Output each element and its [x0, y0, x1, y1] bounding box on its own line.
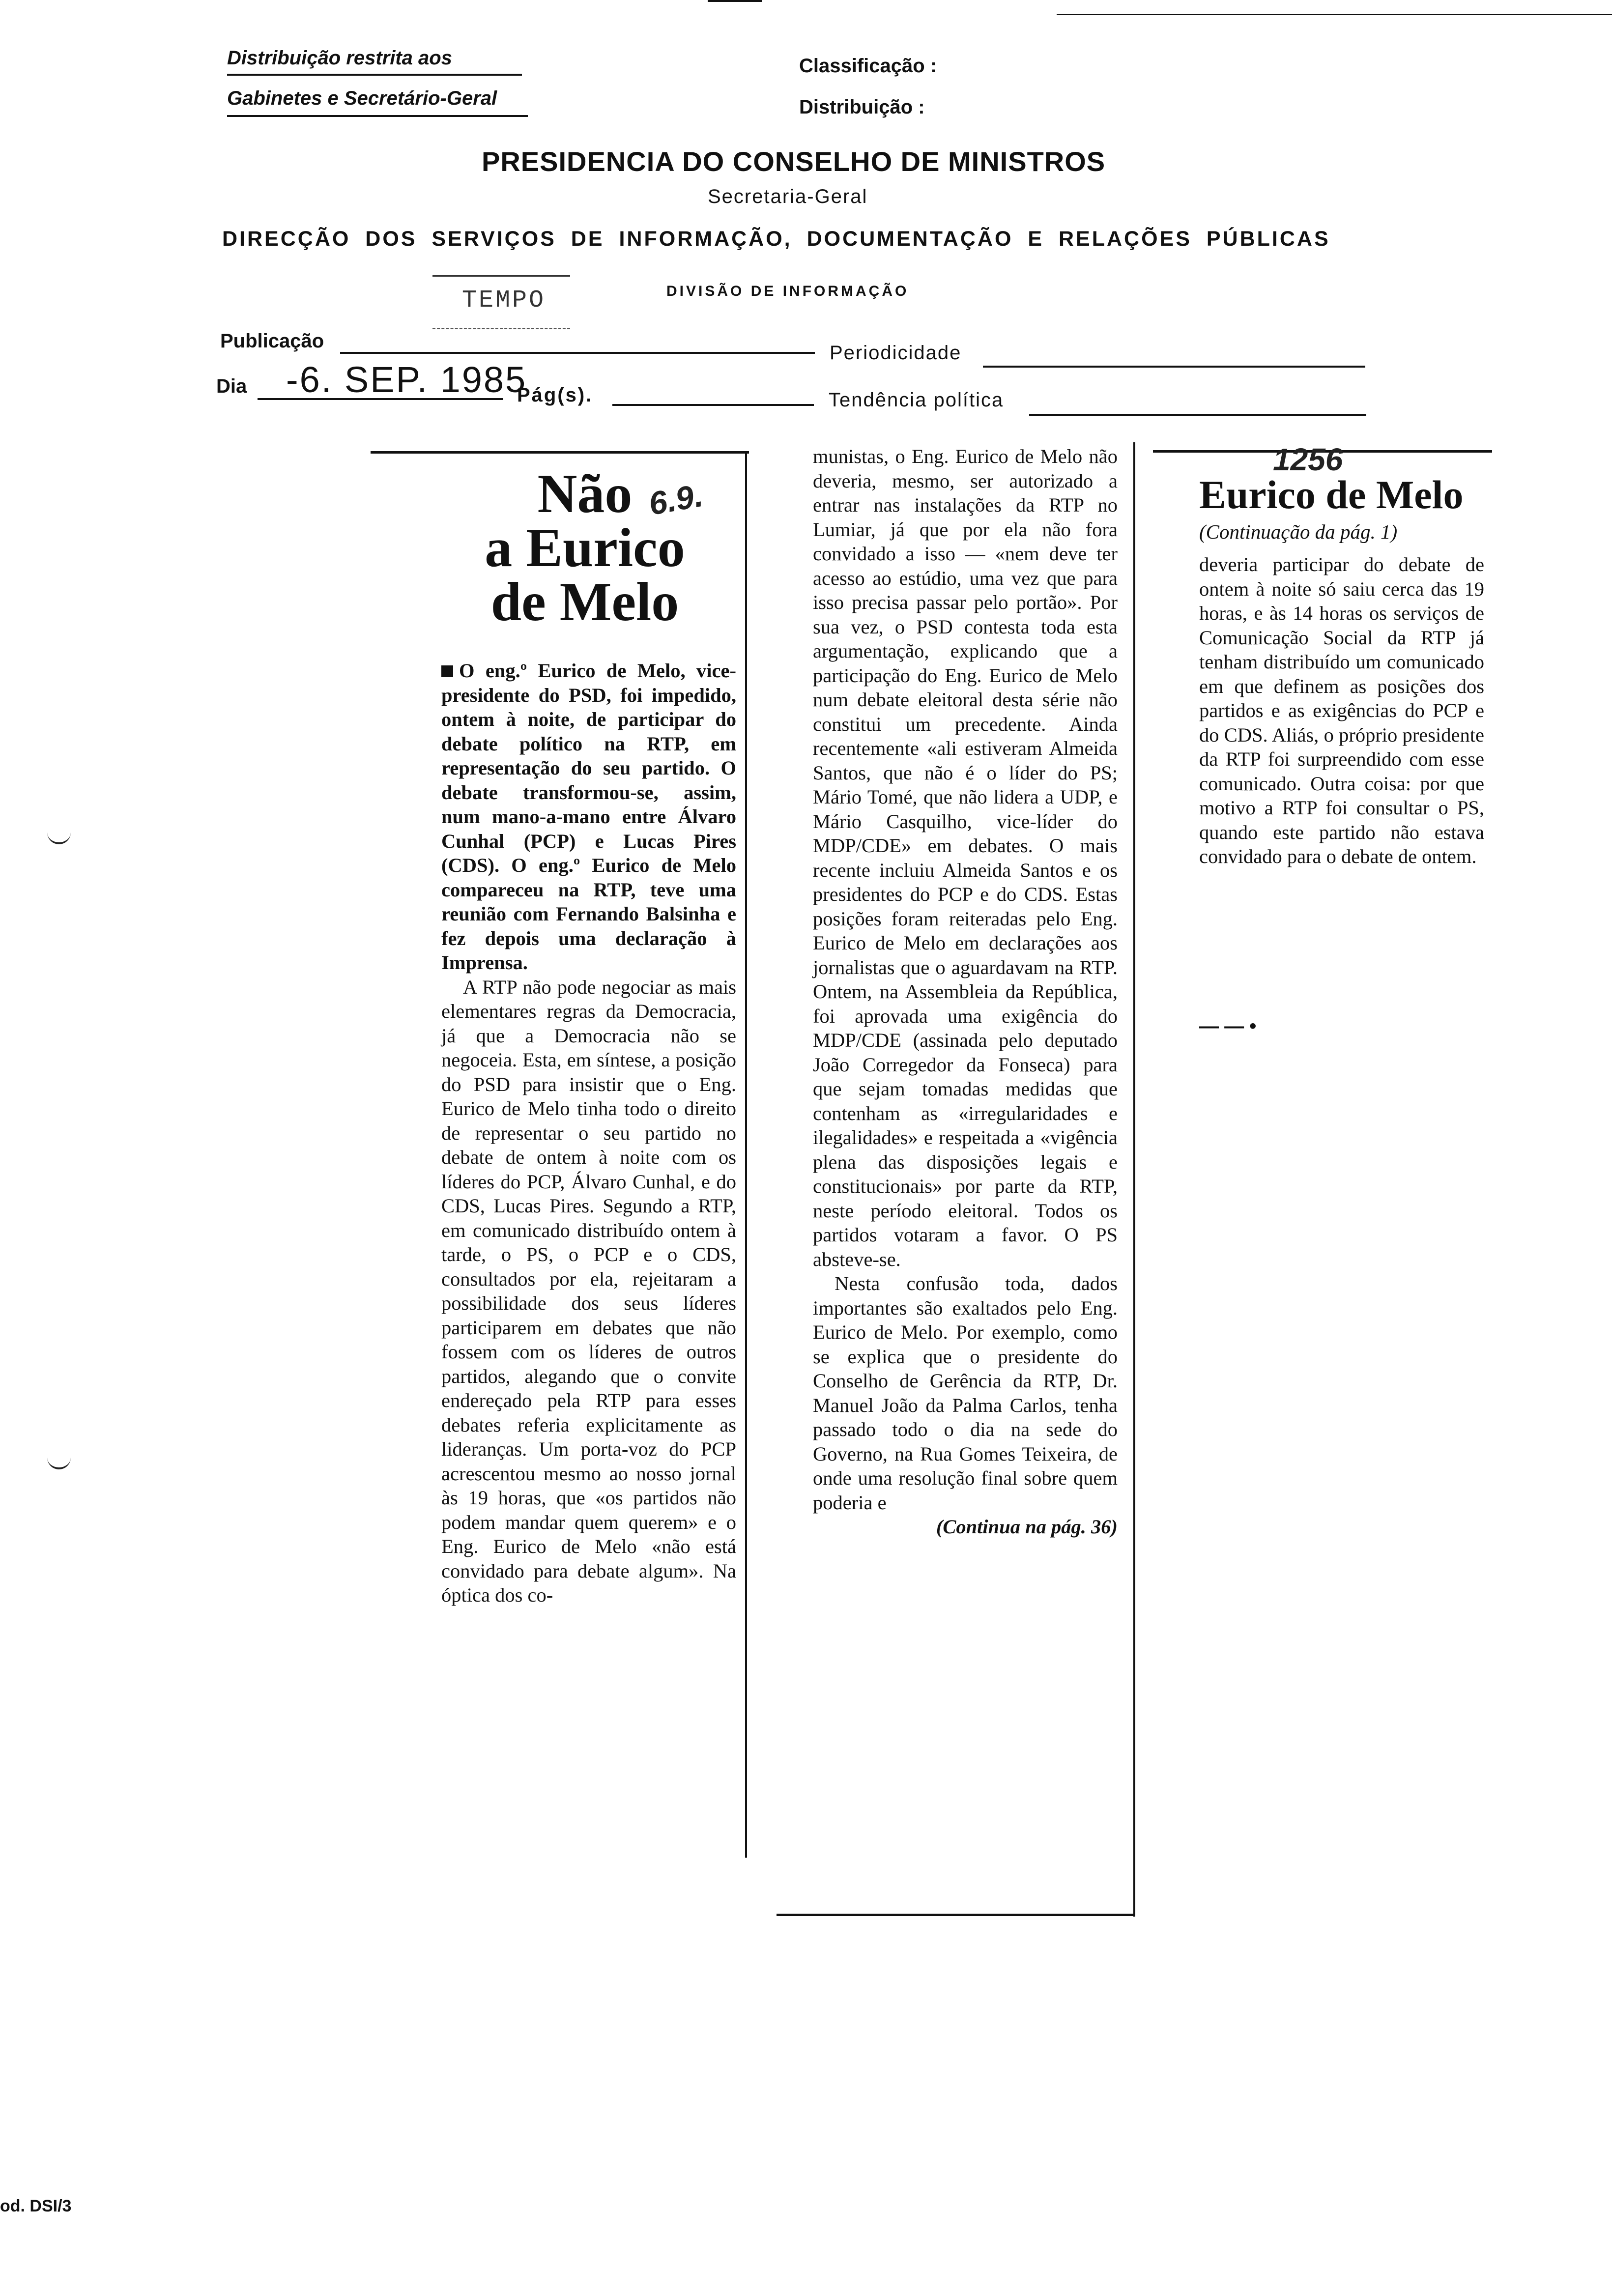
- article1-lead: O eng.º Eurico de Melo, vice-presidente do PSD, foi impedido, ontem à noite, de participar do debate político na RTP, em representação do seu partido. O debate transformou-se, assim, num mano-a-mano entre Álvaro Cunhal (PCP) e Lucas Pires (CDS). O eng.º Eurico de Melo compareceu na RTP, teve uma reunião com Fernando Balsinha e fez depois uma declaração à Imprensa.: [441, 660, 736, 974]
- article1-body-col2: munistas, o Eng. Eurico de Melo não deveria, mesmo, ser autorizado a entrar nas instalações da RTP no Lumiar, já que por ela não fora convidado a isso — «nem deve ter acesso ao estúdio, uma vez que para isso precisa passar pelo portão». Por sua vez, o PSD contesta toda esta argumentação, explicando que a participação do Eng. Eurico de Melo num debate eleitoral desta série não constitui um precedente. Ainda recentemente «ali estiveram Almeida Santos, que não é o líder do PS; Mário Tomé, que não lidera a UDP, e Mário Casquilho, vice-líder do MDP/CDE» em debates. O mais recente incluiu Almeida Santos e os presidentes do PCP e do CDS. Estas posições foram reiteradas pelo Eng. Eurico de Melo em declarações aos jornalistas que o aguardavam na RTP. Ontem, na Assembleia da República, foi aprovada uma exigência do MDP/CDE (assinada pelo deputado João Corregedor da Fonseca) para que sejam tomadas medidas que contenham as «irregularidades e ilegalidades» e respeitada a «vigência plena das disposições legais e constitucionais» por parte da RTP, neste período eleitoral. Todos os partidos votaram a favor. O PS absteve-se.: [813, 445, 1118, 1270]
- publicacao-line: [340, 352, 815, 354]
- article1-body-col1: A RTP não pode negociar as mais elementares regras da Democracia, já que a Democracia não se negoceia. Esta, em síntese, a posição do PSD para insistir que o Eng. Eurico de Melo tinha todo o direito de representar o seu partido no debate de ontem à noite com os líderes do PCP, Álvaro Cunhal, e do CDS, Lucas Pires. Segundo a RTP, em comunicado distribuído ontem à tarde, o PS, o PCP e o CDS, consultados por ela, rejeitaram a possibilidade dos seus líderes participarem em debates que não fossem com os líderes de outros partidos, alegando que o convite endereçado pela RTP para esses debates referia explicitamente as lideranças. Um porta-voz do PCP acrescentou mesmo ao nosso jornal às 19 horas, que «os partidos não podem mandar quem querem» e o Eng. Eurico de Melo «não está convidado para debate algum». Na óptica dos co-: [441, 976, 736, 1606]
- date-stamp: -6. SEP. 1985: [286, 359, 527, 400]
- margin-tick-2: [47, 1455, 71, 1469]
- article2-handwritten-mark: 1256: [1273, 442, 1343, 477]
- tendencia-label: Tendência política: [829, 389, 1004, 411]
- article2-body: deveria participar do debate de ontem à noite só saiu cerca das 19 horas, e às 14 horas os serviços de Comunicação Social da RTP já tenham distribuído um comunicado em que definem as posições dos partidos e as exigências do PCP e do CDS. Aliás, o próprio presidente da RTP foi surpreendido com esse comunicado. Outra coisa: por que motivo a RTP foi consultar o PS, quando este partido não estava convidado para o debate de ontem.: [1199, 553, 1484, 867]
- article1-body-col2-p2: Nesta confusão toda, dados importantes são exaltados pelo Eng. Eurico de Melo. Por exemplo, como se explica que o presidente do Conselho de Gerência da RTP, Dr. Manuel João da Palma Carlos, tenha passado todo o dia na sede do Governo, na Rua Gomes Teixeira, de onde uma resolução final sobre quem poderia e: [813, 1272, 1118, 1514]
- publicacao-label: Publicação: [220, 330, 324, 352]
- divisao-label: DIVISÃO DE INFORMAÇÃO: [666, 283, 909, 299]
- restricted-line-1: Distribuição restrita aos: [227, 47, 452, 69]
- clip-top-rule-1: [371, 451, 749, 454]
- clip-mid-border: [1133, 442, 1135, 1917]
- clip-bottom-rule: [777, 1914, 1135, 1916]
- restricted-underline-1: [227, 74, 522, 76]
- classificacao-label: Classificação :: [799, 55, 937, 77]
- article1-column-2: [813, 444, 1118, 1539]
- secretaria: Secretaria-Geral: [708, 186, 868, 207]
- margin-tick-1: [47, 830, 71, 844]
- periodicidade-line: [983, 366, 1365, 368]
- headline-line-2: a Eurico: [485, 517, 685, 578]
- lead-bullet-icon: [441, 665, 453, 677]
- article2-headline: Eurico de Melo: [1199, 472, 1464, 517]
- restricted-underline-2: [227, 115, 528, 117]
- distribuicao-label: Distribuição :: [799, 96, 925, 118]
- periodicidade-label: Periodicidade: [830, 342, 962, 364]
- restricted-line-2: Gabinetes e Secretário-Geral: [227, 87, 497, 109]
- org-title: PRESIDENCIA DO CONSELHO DE MINISTROS: [482, 146, 1106, 177]
- form-code: od. DSI/3: [0, 2197, 72, 2215]
- article1-continued: (Continua na pág. 36): [936, 1516, 1118, 1538]
- headline-line-3: de Melo: [490, 572, 679, 632]
- tendencia-line: [1029, 414, 1366, 416]
- publication-stamp: [432, 275, 570, 329]
- clip-left-border: [745, 452, 747, 1858]
- article1-handwritten-mark: 6.9.: [646, 477, 706, 522]
- direccao-line: DIRECÇÃO DOS SERVIÇOS DE INFORMAÇÃO, DOCUMENTAÇÃO E RELAÇÕES PÚBLICAS: [222, 227, 1330, 251]
- pags-line: [612, 404, 814, 406]
- headline-line-1: Não: [537, 463, 633, 524]
- publication-stamp-text: TEMPO: [462, 287, 546, 315]
- dia-label: Dia: [216, 375, 247, 397]
- article1-column-1: [441, 659, 736, 1607]
- article2-subhead: (Continuação da pág. 1): [1199, 520, 1398, 543]
- top-rule-left: [708, 0, 762, 2]
- article2-end-mark: — — •: [1199, 1015, 1257, 1037]
- pags-label: Pág(s).: [517, 384, 593, 406]
- top-rule-right: [1057, 14, 1612, 15]
